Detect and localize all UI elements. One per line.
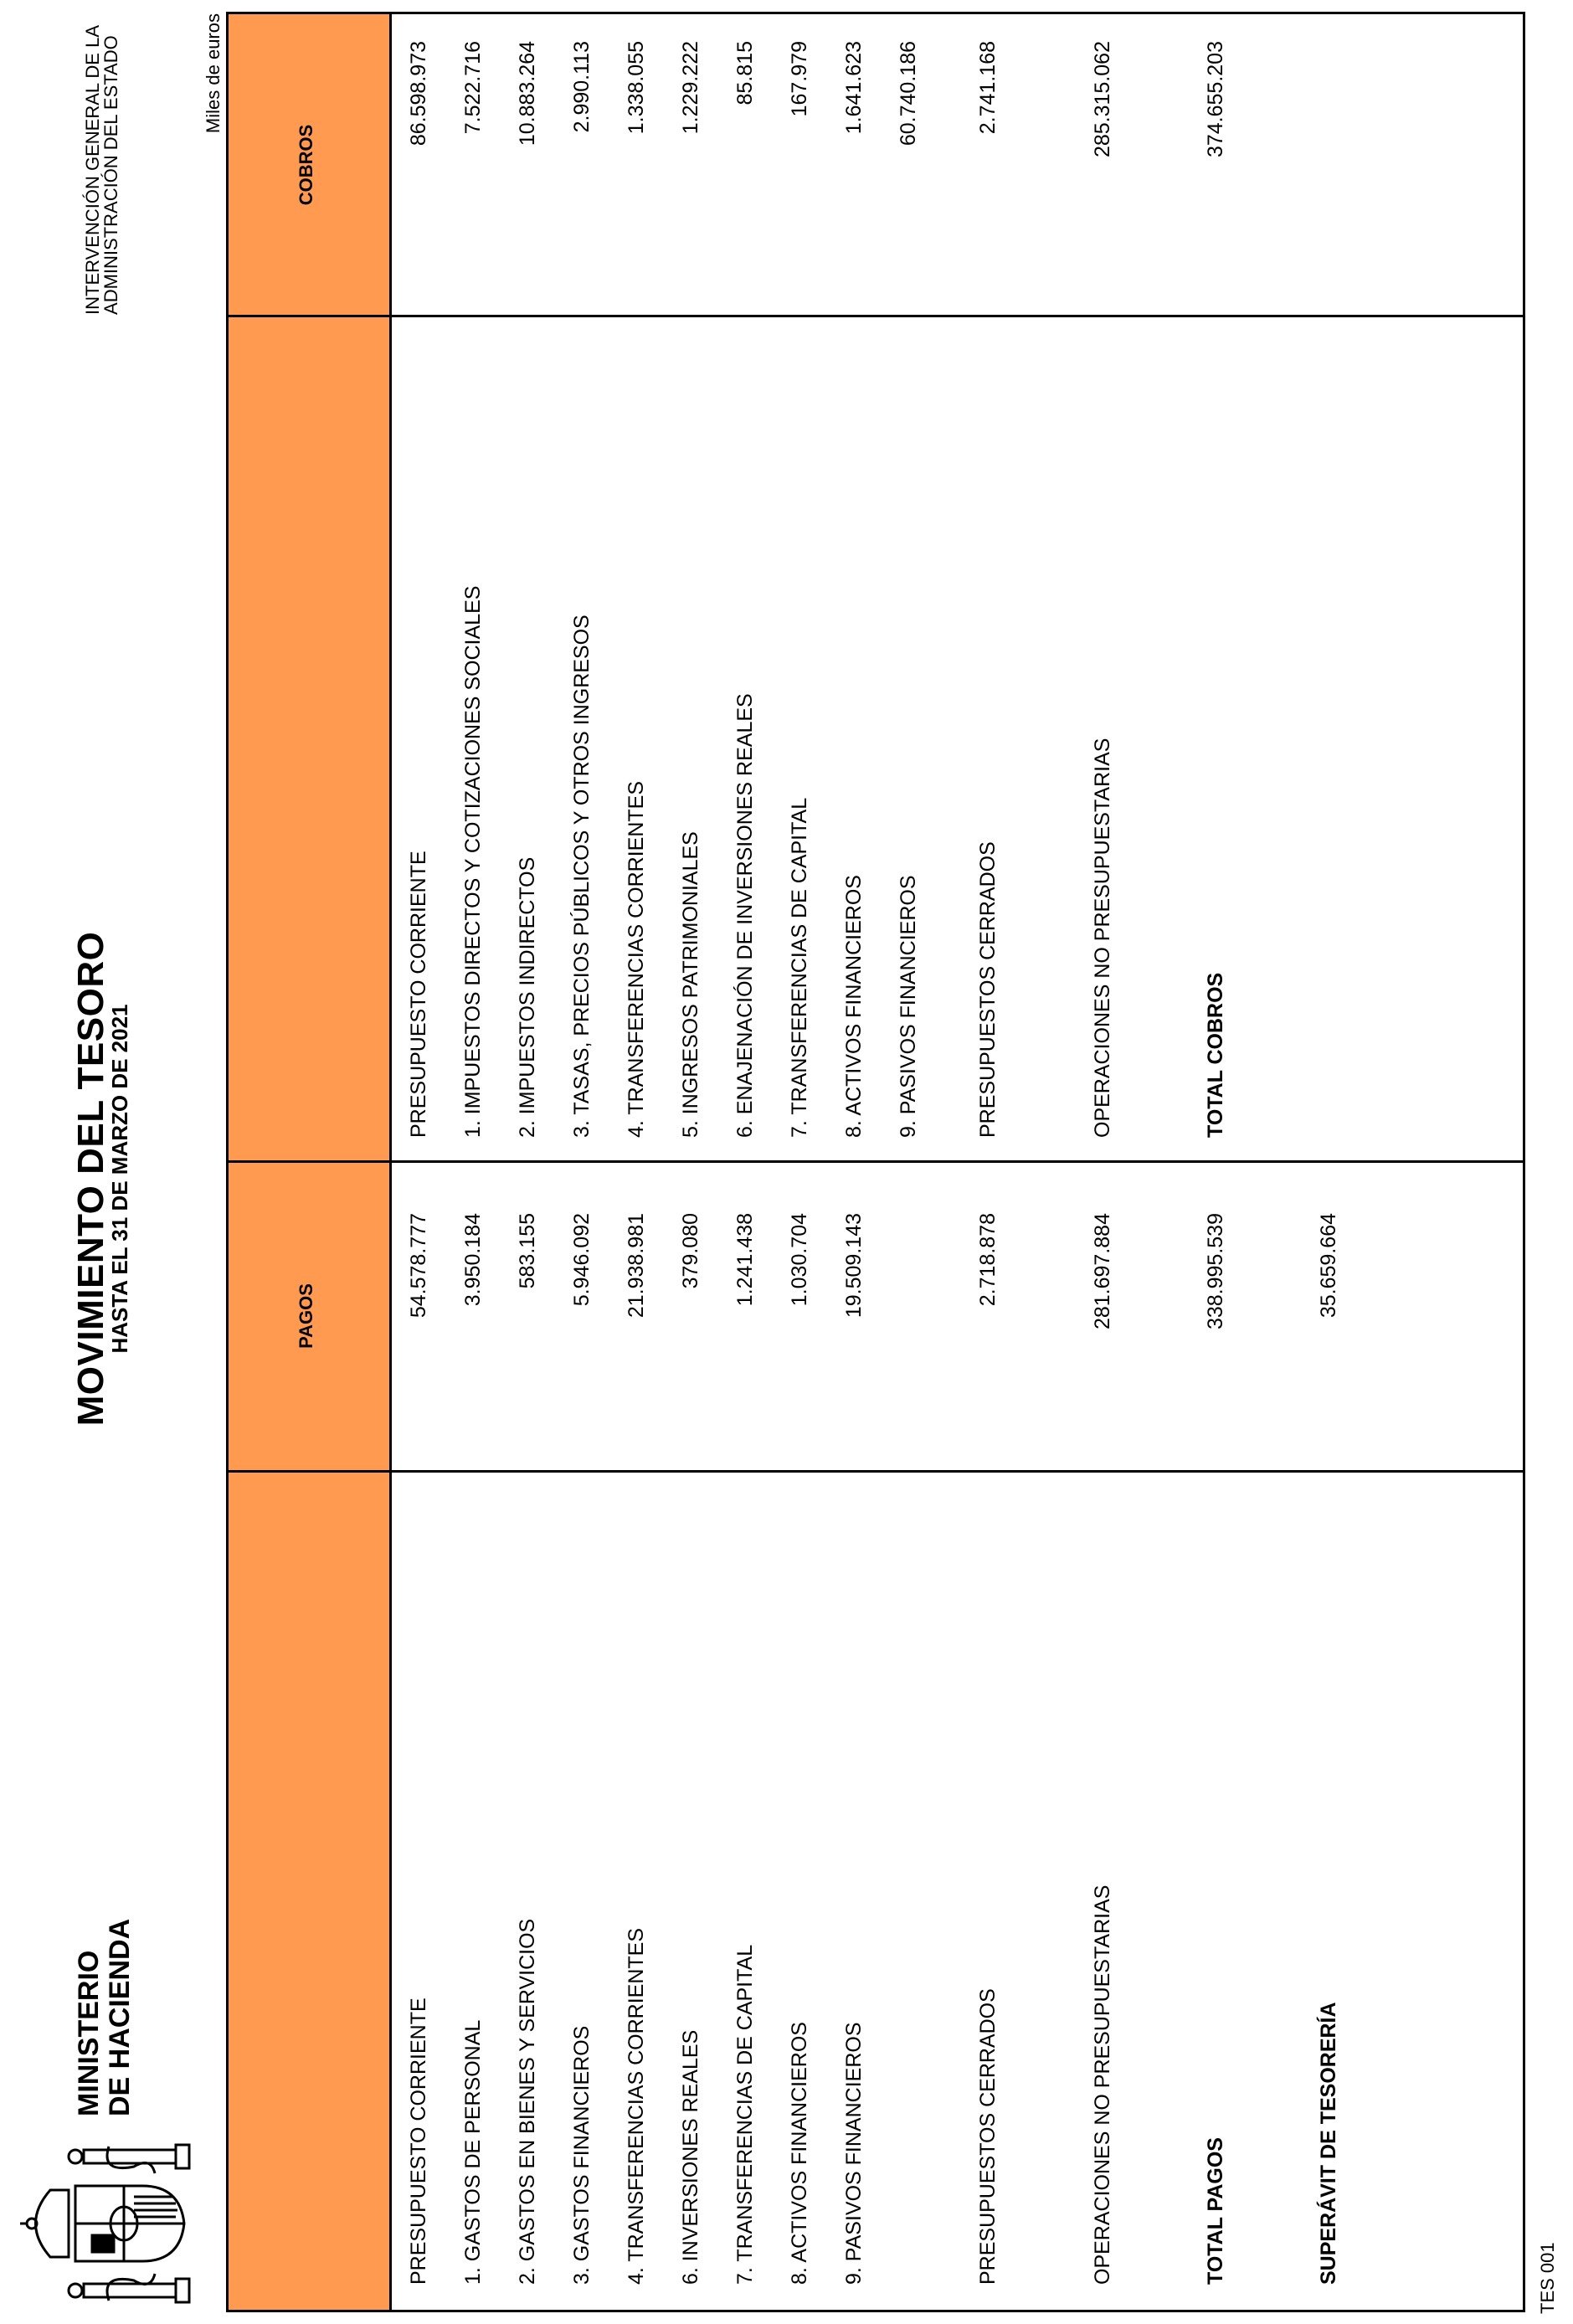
pagos-row-value: 583.155 <box>516 1213 539 1289</box>
cobros-row-label: 6. ENAJENACIÓN DE INVERSIONES REALES <box>733 693 757 1138</box>
pagos-row-value: 21.938.981 <box>625 1213 648 1319</box>
cobros-row-value: 1.338.055 <box>625 41 648 135</box>
pagos-row-label: 7. TRANSFERENCIAS DE CAPITAL <box>733 1944 757 2285</box>
cobros-row-label: 2. IMPUESTOS INDIRECTOS <box>516 856 539 1138</box>
pagos-row-label: 1. GASTOS DE PERSONAL <box>461 2019 485 2285</box>
agency-name <box>84 25 121 315</box>
cobros-row-value: 167.979 <box>788 41 811 117</box>
cobros-row-label: 7. TRANSFERENCIAS DE CAPITAL <box>788 797 811 1138</box>
pagos-row-label: 8. ACTIVOS FINANCIEROS <box>788 2022 811 2285</box>
ministry-line-2: DE HACIENDA <box>104 1918 136 2116</box>
pagos-row-label: OPERACIONES NO PRESUPUESTARIAS <box>1091 1884 1114 2285</box>
ministry-line-1: MINISTERIO <box>73 1950 105 2116</box>
page-subtitle: HASTA EL 31 DE MARZO DE 2021 <box>107 1004 132 1354</box>
cobros-row-label: PRESUPUESTOS CERRADOS <box>976 841 1000 1138</box>
column-divider <box>229 315 1523 317</box>
column-divider <box>229 1160 1523 1163</box>
pagos-row-value: 281.697.884 <box>1091 1213 1114 1330</box>
pagos-row-label: 4. TRANSFERENCIAS CORRIENTES <box>625 1927 648 2285</box>
pagos-row-value: 3.950.184 <box>461 1213 485 1307</box>
header-cell-cobros <box>229 14 392 316</box>
pagos-row-value: 2.718.878 <box>976 1213 1000 1307</box>
total-pagos-value: 338.995.539 <box>1204 1213 1227 1330</box>
pagos-row-value: 5.946.092 <box>570 1213 594 1307</box>
cobros-row-label: 5. INGRESOS PATRIMONIALES <box>679 831 702 1138</box>
pagos-row-value: 54.578.777 <box>407 1213 430 1319</box>
cobros-row-label: 4. TRANSFERENCIAS CORRIENTES <box>625 780 648 1138</box>
total-cobros-value: 374.655.203 <box>1204 41 1227 158</box>
document-code: TES 001 <box>1537 2242 1558 2314</box>
units-label: Miles de euros <box>203 13 224 134</box>
cobros-row-label: 1. IMPUESTOS DIRECTOS Y COTIZACIONES SOCIALES <box>461 585 485 1138</box>
cobros-row-label: 8. ACTIVOS FINANCIEROS <box>842 875 866 1138</box>
treasury-table <box>226 12 1525 2312</box>
agency-line-2: ADMINISTRACIÓN DEL ESTADO <box>100 35 121 315</box>
superavit-value: 35.659.664 <box>1317 1213 1340 1319</box>
total-pagos-label: TOTAL PAGOS <box>1204 2137 1227 2285</box>
cobros-row-value: 2.990.113 <box>570 41 594 133</box>
header-cobros-label: COBROS <box>296 124 316 206</box>
pagos-row-label: 6. INVERSIONES REALES <box>679 2029 702 2285</box>
cobros-row-value: 2.741.168 <box>976 41 1000 135</box>
cobros-row-value: 10.883.264 <box>516 41 539 147</box>
pagos-row-label: 2. GASTOS EN BIENES Y SERVICIOS <box>516 1918 539 2285</box>
pagos-row-value: 19.509.143 <box>842 1213 866 1319</box>
pagos-row-label: 3. GASTOS FINANCIEROS <box>570 2025 594 2285</box>
cobros-row-value: 1.229.222 <box>679 41 702 135</box>
cobros-row-value: 60.740.186 <box>897 41 920 147</box>
pagos-row-value: 1.241.438 <box>733 1213 757 1307</box>
header-cell-pagos-concept <box>229 1471 392 2310</box>
cobros-row-value: 86.598.973 <box>407 41 430 147</box>
cobros-row-value: 1.641.623 <box>842 41 866 135</box>
page-title: MOVIMIENTO DEL TESORO <box>70 931 111 1427</box>
cobros-row-label: OPERACIONES NO PRESUPUESTARIAS <box>1091 738 1114 1138</box>
pagos-row-label: PRESUPUESTOS CERRADOS <box>976 1988 1000 2285</box>
cobros-row-value: 85.815 <box>733 41 757 105</box>
header-cell-pagos <box>229 1161 392 1471</box>
agency-line-1: INTERVENCIÓN GENERAL DE LA <box>82 25 103 315</box>
header-cell-cobros-concept <box>229 316 392 1161</box>
pagos-row-value: 379.080 <box>679 1213 702 1289</box>
pagos-row-label: PRESUPUESTO CORRIENTE <box>407 1998 430 2285</box>
cobros-row-value: 285.315.062 <box>1091 41 1114 158</box>
cobros-row-label: 9. PASIVOS FINANCIEROS <box>897 875 920 1138</box>
cobros-row-label: PRESUPUESTO CORRIENTE <box>407 851 430 1138</box>
cobros-row-label: 3. TASAS, PRECIOS PÚBLICOS Y OTROS INGRESOS <box>570 614 594 1138</box>
column-divider <box>229 1470 1523 1473</box>
pagos-row-label: 9. PASIVOS FINANCIEROS <box>842 2022 866 2285</box>
pagos-row-value: 1.030.704 <box>788 1213 811 1307</box>
superavit-label: SUPERÁVIT DE TESORERÍA <box>1317 2002 1340 2285</box>
header-pagos-label: PAGOS <box>296 1283 316 1349</box>
cobros-row-value: 7.522.716 <box>461 41 485 135</box>
total-cobros-label: TOTAL COBROS <box>1204 972 1227 1138</box>
